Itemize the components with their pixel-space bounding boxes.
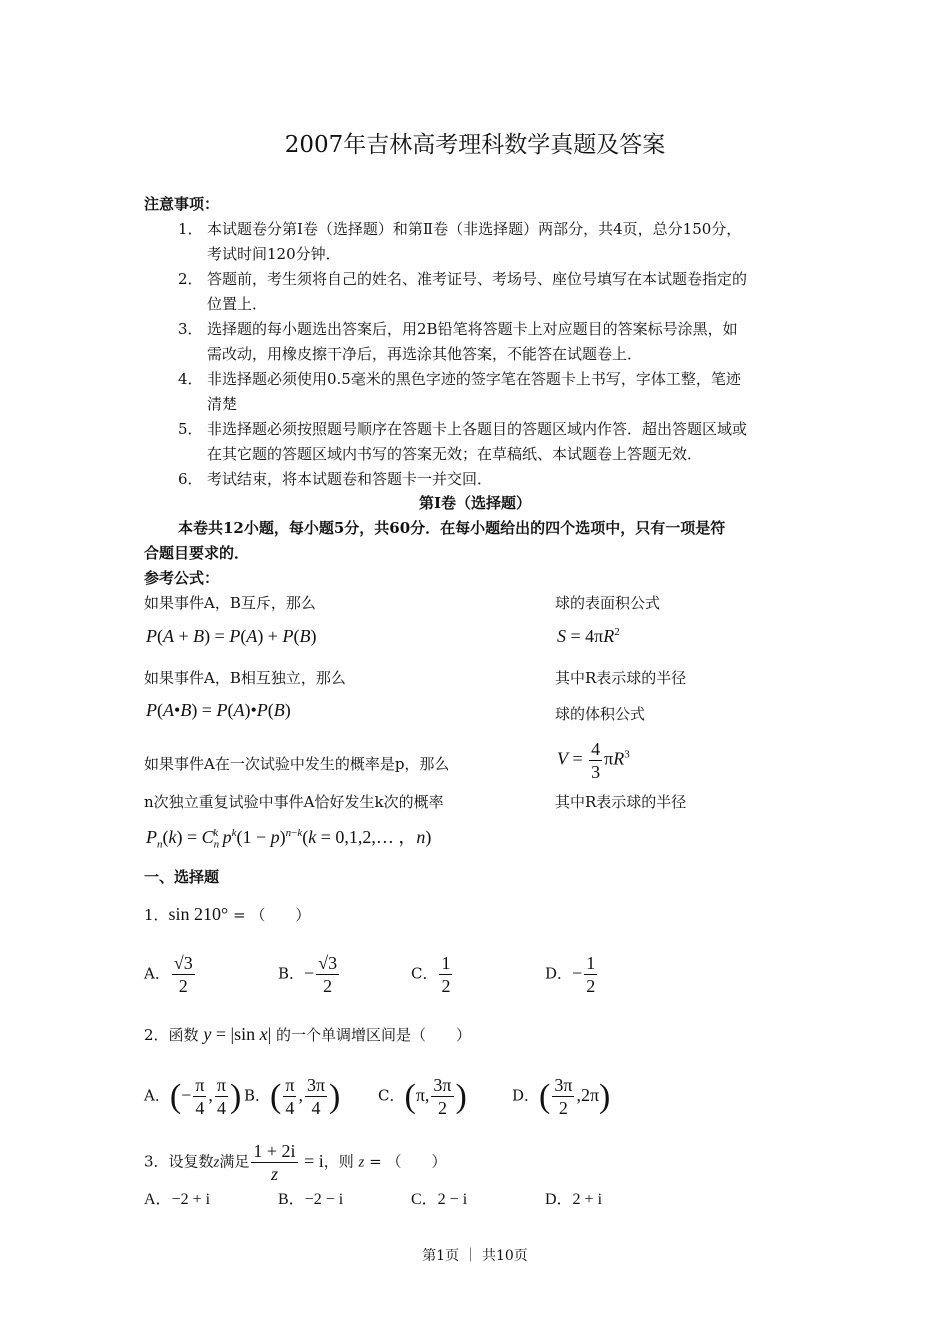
notice-line: 答题前，考生须将自己的姓名、准考证号、考场号、座位号填写在本试题卷指定的 (207, 270, 748, 288)
formula-caption: 如果事件A，B相互独立，那么 (144, 669, 346, 687)
q1-option-b: B．− $\frac{√3}{2}$ (278, 953, 338, 996)
part1-intro: 合题目要求的． (144, 544, 250, 562)
q1-option-a: A． $\frac{√3}{2}$ (144, 953, 193, 996)
reference-formulas-heading: 参考公式： (144, 569, 220, 587)
notice-line: 本试题卷分第Ⅰ卷（选择题）和第Ⅱ卷（非选择题）两部分，共4页，总分150分， (207, 220, 742, 238)
q3-option-a: A．−2 + i (144, 1191, 211, 1208)
notice-line: 考试结束，将本试题卷和答题卡一并交回． (207, 470, 493, 488)
formula-mutually-exclusive: P(A + B) = P(A) + P(B) (146, 626, 317, 646)
q2-option-d: D．( $\frac{3\pi}{2}$ ,2π) (512, 1075, 611, 1118)
q3-option-b: B．−2 − i (278, 1191, 344, 1208)
question-3: 3．设复数z满足 $\frac{1 + 2i}{z}$ = i，则 z = （ ） (144, 1141, 447, 1184)
formula-caption: 如果事件A，B互斥，那么 (144, 594, 316, 612)
formula-caption: 如果事件A在一次试验中发生的概率是p，那么 (144, 755, 450, 773)
notice-line: 选择题的每小题选出答案后，用2B铅笔将答题卡上对应题目的答案标号涂黑，如 (207, 320, 738, 338)
q2-option-b: B．( $\frac{\pi}{4}$ , $\frac{3\pi}{4}$ ) (244, 1075, 341, 1118)
formula-binomial: $P_n(k) = C_n^k$ $p^k(1 - p)^{n-k}(k$ = 0,1,2,… ，n) (146, 827, 432, 851)
notice-line: 清楚 (207, 395, 238, 413)
notice-num: 1． (178, 220, 203, 238)
notice-num: 3． (178, 320, 203, 338)
notice-num: 6． (178, 470, 203, 488)
formula-independent: P(A•B) = P(A)•P(B) (146, 700, 291, 720)
formula-caption: 球的体积公式 (555, 705, 646, 723)
notice-line: 非选择题必须按照题号顺序在答题卡上各题目的答题区域内作答．超出答题区域或 (207, 420, 748, 438)
part1-heading: 第Ⅰ卷（选择题） (418, 494, 532, 512)
q1-option-d: D．− $\frac{1}{2}$ (545, 953, 596, 996)
page-footer: 第1页 ｜ 共10页 (422, 1248, 528, 1264)
notice-line: 在其它题的答题区域内书写的答案无效；在草稿纸、本试题卷上答题无效． (207, 445, 703, 463)
notice-line: 考试时间120分钟． (207, 245, 341, 263)
formula-sphere-area: $S = 4\pi R^2$ (557, 626, 620, 646)
question-1: 1．sin 210° = （ ） (144, 904, 311, 924)
notice-num: 2． (178, 270, 203, 288)
part1-intro: 本卷共12小题，每小题5分，共60分．在每小题给出的四个选项中，只有一项是符 (178, 519, 726, 537)
q3-option-d: D．2 + i (545, 1191, 603, 1208)
notice-num: 4． (178, 370, 203, 388)
question-2: 2．函数 y = |sin x| 的一个单调增区间是（ ） (144, 1024, 471, 1044)
question-number: 1． (144, 906, 169, 924)
notice-heading: 注意事项： (144, 195, 220, 213)
notice-num: 5． (178, 420, 203, 438)
formula-caption: 其中R表示球的半径 (555, 669, 687, 687)
notice-line: 非选择题必须使用0.5毫米的黑色字迹的签字笔在答题卡上书写，字体工整，笔迹 (207, 370, 741, 388)
formula-caption: n次独立重复试验中事件A恰好发生k次的概率 (144, 793, 444, 811)
page-title: 2007年吉林高考理科数学真题及答案 (284, 132, 666, 158)
q2-option-a: A．(− $\frac{\pi}{4}$ , $\frac{\pi}{4}$ ) (144, 1075, 242, 1118)
formula-caption: 球的表面积公式 (555, 594, 661, 612)
q3-option-c: C．2 − i (411, 1191, 468, 1208)
notice-line: 位置上． (207, 295, 268, 313)
q2-option-c: C．(π, $\frac{3\pi}{2}$ ) (378, 1075, 467, 1118)
section-heading: 一、选择题 (144, 868, 220, 886)
formula-sphere-volume: V = $\frac{4}{3}$ $\pi R^3$ (557, 739, 630, 782)
formula-caption: 其中R表示球的半径 (555, 793, 687, 811)
notice-line: 需改动，用橡皮擦干净后，再选涂其他答案，不能答在试题卷上． (207, 345, 643, 363)
q1-option-c: C． $\frac{1}{2}$ (411, 953, 451, 996)
